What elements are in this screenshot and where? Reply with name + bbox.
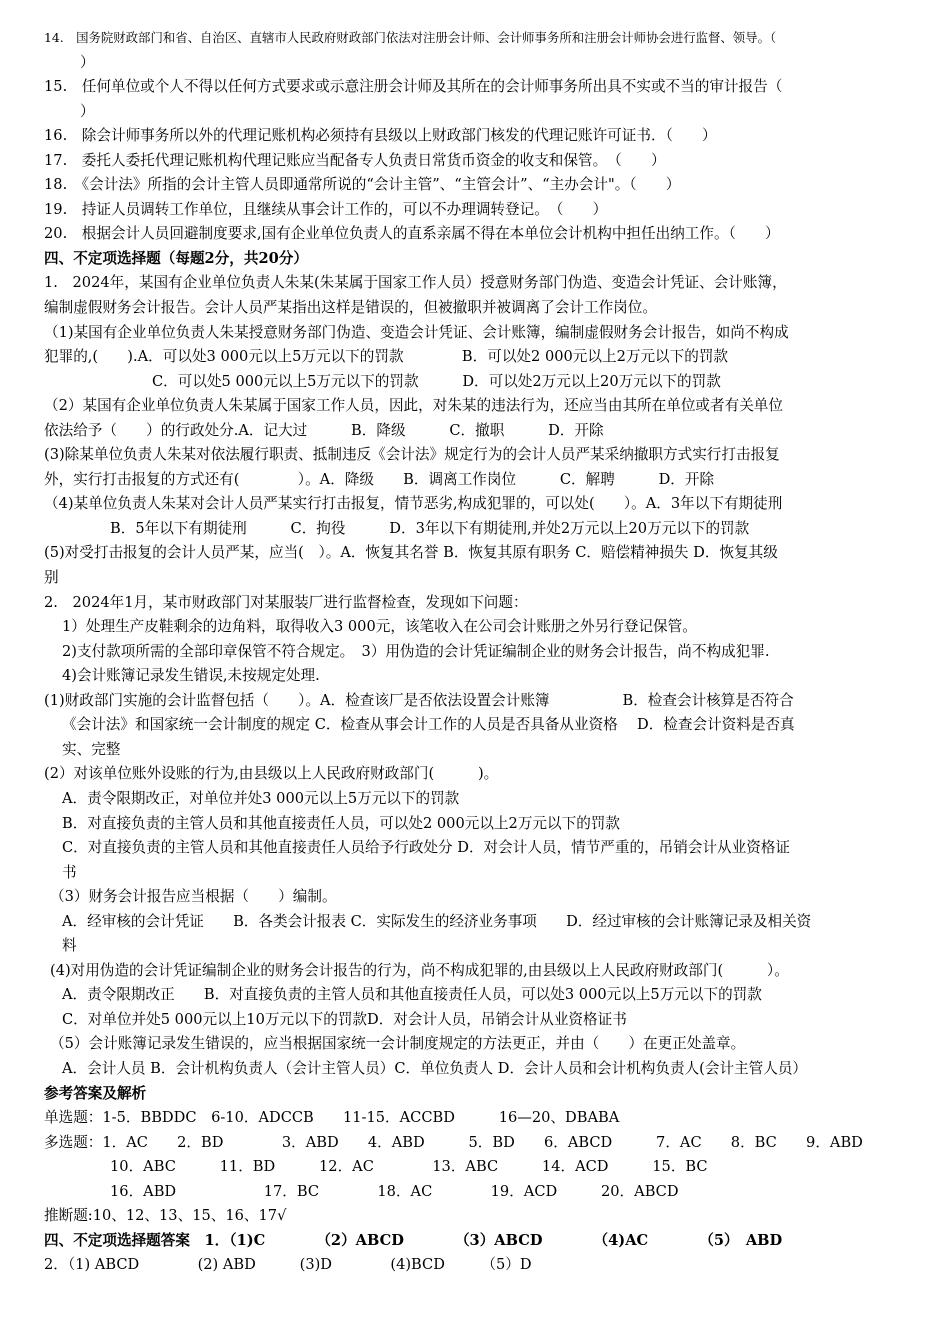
text-line: 四、不定项选择题答案 1．（1)C （2）ABCD （3）ABCD （4)AC （5） ABD xyxy=(44,1231,783,1249)
text-line: 16．ABD 17．BC 18．AC 19．ACD 20．ABCD xyxy=(110,1182,679,1200)
text-line: 四、不定项选择题（每题2分，共20分） xyxy=(44,249,308,267)
text-line: (1)财政部门实施的会计监督包括（ ）。A．检查该厂是否依法设置会计账簿 B．检查会计核算是否符合 xyxy=(44,691,794,709)
text-line: （2）某国有企业单位负责人朱某属于国家工作人员，因此，对朱某的违法行为，还应当由其所在单位或者有关单位 xyxy=(44,397,783,415)
text-line: 犯罪的,( ).A．可以处3 000元以上5万元以下的罚款 B．可以处2 000元以上2万元以下的罚款 xyxy=(44,348,729,366)
text-line: 17. 委托人委托代理记账机构代理记账应当配备专人负责日常货币资金的收支和保管。 （ ） xyxy=(44,151,666,169)
text-line: 18. 《会计法》所指的会计主管人员即通常所说的“会计主管”、“主管会计”、“主办会计"。（ ） xyxy=(44,176,681,194)
text-line: 参考答案及解析 xyxy=(44,1084,147,1102)
text-line: C．对单位并处5 000元以上10万元以下的罚款D．对会计人员，吊销会计从业资格证书 xyxy=(62,1010,627,1028)
text-line: 10．ABC 11．BD 12．AC 13．ABC 14．ACD 15．BC xyxy=(110,1158,708,1176)
text-line: 依法给予（ ）的行政处分.A．记大过 B．降级 C．撤职 D．开除 xyxy=(44,421,604,439)
text-line: 多选题：1．AC 2．BD 3．ABD 4．ABD 5．BD 6．ABCD 7．AC 8．BC 9．ABD xyxy=(44,1133,863,1151)
text-line: 1. 2024年，某国有企业单位负责人朱某(朱某属于国家工作人员）授意财务部门伪造、变造会计凭证、会计账簿， xyxy=(44,274,787,292)
text-line: 19. 持证人员调转工作单位，且继续从事会计工作的，可以不办理调转登记。 （ ） xyxy=(44,200,608,218)
text-line: 《会计法》和国家统一会计制度的规定 C．检查从事会计工作的人员是否具备从业资格 D．检查会计资料是否真 xyxy=(62,716,795,734)
text-line: 1）处理生产皮鞋剩余的边角料，取得收入3 000元，该笔收入在公司会计账册之外另行登记保管。 xyxy=(62,618,697,636)
text-line: A．经审核的会计凭证 B．各类会计报表 C．实际发生的经济业务事项 D．经过审核的会计账簿记录及相关资 xyxy=(62,912,812,930)
text-line: ） xyxy=(80,102,95,120)
text-line: 书 xyxy=(62,863,77,881)
text-line: B．5年以下有期徒刑 C．拘役 D．3年以下有期徒刑,并处2万元以上20万元以下的罚款 xyxy=(110,519,750,537)
text-line: (5)对受打击报复的会计人员严某，应当( ）。A．恢复其名誉 B．恢复其原有职务 C．赔偿精神损失 D．恢复其级 xyxy=(44,544,778,562)
text-line: 2．（1) ABCD (2) ABD (3)D (4)BCD （5）D xyxy=(44,1256,532,1274)
text-line: A．责令限期改正 B．对直接负责的主管人员和其他直接责任人员，可以处3 000元以上5万元以下的罚款 xyxy=(62,986,762,1004)
text-line: 实、完整 xyxy=(62,740,121,758)
text-line: 料 xyxy=(62,937,77,955)
text-line: 20. 根据会计人员回避制度要求,国有企业单位负责人的直系亲属不得在本单位会计机构中担任出纳工作。（ ） xyxy=(44,225,780,243)
text-line: C．可以处5 000元以上5万元以下的罚款 D．可以处2万元以上20万元以下的罚款 xyxy=(152,372,721,390)
text-line: 4)会计账簿记录发生错误,未按规定处理. xyxy=(62,667,320,685)
text-line: 2)支付款项所需的全部印章保管不符合规定。 3）用伪造的会计凭证编制企业的财务会计报告，尚不构成犯罪. xyxy=(62,642,770,660)
text-line: 2. 2024年1月，某市财政部门对某服装厂进行监督检查，发现如下问题： xyxy=(44,593,528,611)
text-line: 推断题:10、12、13、15、16、17√ xyxy=(44,1207,287,1225)
text-line: 编制虚假财务会计报告。会计人员严某指出这样是错误的，但被撤职并被调离了会计工作岗位。 xyxy=(44,299,657,317)
text-line: 14. 国务院财政部门和省、自治区、直辖市人民政府财政部门依法对注册会计师、会计师事务所和注册会计师协会进行监督、领导。（ xyxy=(44,30,777,45)
text-line: 15. 任何单位或个人不得以任何方式要求或示意注册会计师及其所在的会计师事务所出具不实或不当的审计报告（ xyxy=(44,78,783,96)
text-line: （3）财务会计报告应当根据（ ）编制。 xyxy=(50,888,337,906)
text-line: (4)对用伪造的会计凭证编制企业的财务会计报告的行为，尚不构成犯罪的,由县级以上人民政府财政部门( ）。 xyxy=(50,961,789,979)
text-line: C．对直接负责的主管人员和其他直接责任人员给予行政处分 D．对会计人员，情节严重的，吊销会计从业资格证 xyxy=(62,839,791,857)
text-line: 外，实行打击报复的方式还有( ）。A．降级 B．调离工作岗位 C．解聘 D．开除 xyxy=(44,470,715,488)
text-line: A．会计人员 B．会计机构负责人（会计主管人员）C．单位负责人 D．会计人员和会计机构负责人(会计主管人员） xyxy=(62,1059,808,1077)
text-line: (2）对该单位账外设账的行为,由县级以上人民政府财政部门( )。 xyxy=(44,765,499,783)
text-line: （5）会计账簿记录发生错误的，应当根据国家统一会计制度规定的方法更正，并由（ ）在更正处盖章。 xyxy=(50,1035,746,1053)
text-line: （1)某国有企业单位负责人朱某授意财务部门伪造、变造会计凭证、会计账簿，编制虚假财务会计报告，如尚不构成 xyxy=(44,323,789,341)
text-line: A．责令限期改正，对单位并处3 000元以上5万元以下的罚款 xyxy=(62,789,460,807)
text-line: 别 xyxy=(44,569,59,587)
text-line: 16. 除会计师事务所以外的代理记账机构必须持有县级以上财政部门核发的代理记账许可证书．（ ） xyxy=(44,127,717,145)
text-line: (3)除某单位负责人朱某对依法履行职责、抵制违反《会计法》规定行为的会计人员严某采纳撤职方式实行打击报复 xyxy=(44,446,780,464)
text-line: ） xyxy=(80,53,95,71)
text-line: （4)某单位负责人朱某对会计人员严某实行打击报复，情节恶劣,构成犯罪的，可以处( ）。A．3年以下有期徒刑 xyxy=(44,495,783,513)
text-line: 单选题：1-5．BBDDC 6-10．ADCCB 11-15．ACCBD 16—20、DBABA xyxy=(44,1109,620,1127)
text-line: B．对直接负责的主管人员和其他直接责任人员，可以处2 000元以上2万元以下的罚款 xyxy=(62,814,620,832)
